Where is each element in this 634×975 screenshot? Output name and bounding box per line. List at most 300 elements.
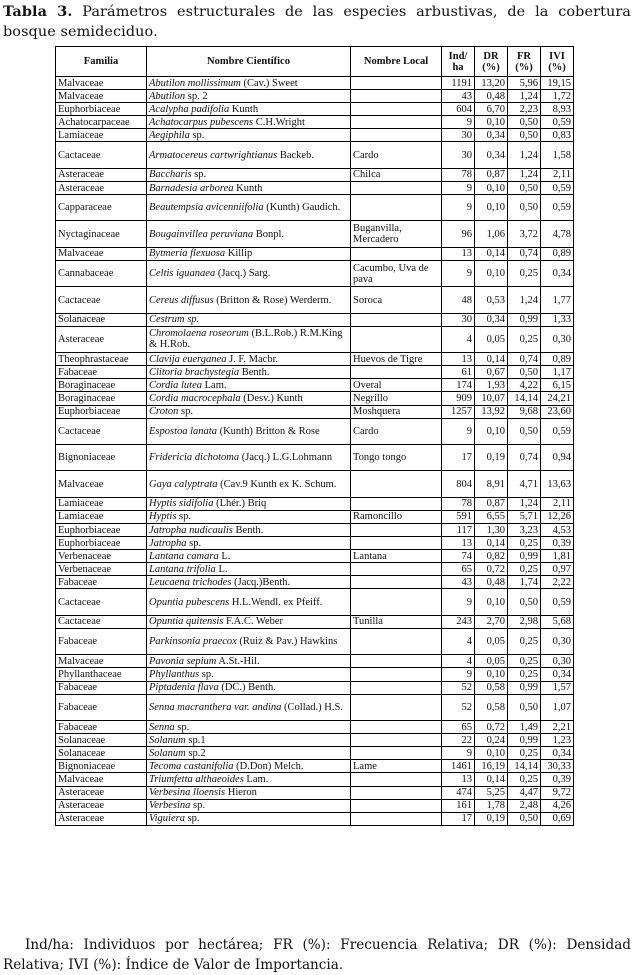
cell-familia: Asteraceae — [56, 812, 147, 825]
cell-familia: Phyllanthaceae — [56, 668, 147, 681]
cell-nombre-cientifico — [147, 445, 351, 471]
cell-nombre-local: Negrillo — [351, 392, 442, 405]
table-row — [56, 760, 574, 773]
scientific-name: Hyptis sidifolia — [149, 498, 214, 510]
cell-familia: Cactaceae — [56, 287, 147, 313]
author-name: sp. — [184, 813, 200, 825]
cell-familia: Fabaceae — [56, 694, 147, 720]
table-row — [56, 615, 574, 628]
cell-nombre-cientifico — [147, 366, 351, 379]
cell-nombre-local — [351, 721, 442, 734]
cell-dr: 0,72 — [475, 721, 508, 734]
scientific-name: Triumfetta althaeoides — [149, 773, 244, 785]
cell-nombre-cientifico — [147, 694, 351, 720]
cell-fr: 0,25 — [508, 668, 541, 681]
cell-ind-ha: 9 — [442, 195, 475, 221]
cell-nombre-cientifico — [147, 668, 351, 681]
cell-ivi: 19,15 — [541, 77, 574, 90]
scientific-name: Beautempsia avicenniifolia — [149, 202, 264, 214]
author-name: (Desv.) Kunth — [240, 393, 303, 405]
cell-nombre-local: Moshquera — [351, 405, 442, 418]
cell-dr: 8,91 — [475, 471, 508, 497]
table-row — [56, 721, 574, 734]
cell-dr: 1,30 — [475, 524, 508, 537]
table-row — [56, 181, 574, 194]
cell-dr: 0,82 — [475, 550, 508, 563]
cell-dr: 1,06 — [475, 221, 508, 247]
cell-ind-ha: 13 — [442, 537, 475, 550]
cell-ind-ha: 13 — [442, 247, 475, 260]
cell-familia: Lamiaceae — [56, 129, 147, 142]
cell-nombre-local: Overal — [351, 379, 442, 392]
cell-nombre-local — [351, 103, 442, 116]
cell-nombre-local: Cacumbo, Uva de pava — [351, 260, 442, 286]
cell-ind-ha: 9 — [442, 589, 475, 615]
cell-nombre-cientifico — [147, 734, 351, 747]
cell-ind-ha: 43 — [442, 90, 475, 103]
scientific-name: Verbesina — [149, 800, 191, 812]
table-row — [56, 773, 574, 786]
cell-familia: Solanaceae — [56, 313, 147, 326]
cell-fr: 3,72 — [508, 221, 541, 247]
cell-nombre-local: Buganvilla, Mercadero — [351, 221, 442, 247]
scientific-name: Chromolaena roseorum — [149, 328, 249, 340]
scientific-name: Opuntia quitensis — [149, 616, 224, 628]
cell-dr: 0,67 — [475, 366, 508, 379]
scientific-name: Viguiera — [149, 813, 185, 825]
species-table — [55, 46, 574, 826]
cell-dr: 0,05 — [475, 326, 508, 352]
cell-ivi: 0,34 — [541, 668, 574, 681]
cell-dr: 0,10 — [475, 589, 508, 615]
cell-ivi: 24,21 — [541, 392, 574, 405]
cell-nombre-local — [351, 471, 442, 497]
cell-fr: 14,14 — [508, 760, 541, 773]
cell-nombre-local: Tunilla — [351, 615, 442, 628]
cell-ind-ha: 604 — [442, 103, 475, 116]
cell-nombre-cientifico — [147, 721, 351, 734]
cell-ind-ha: 22 — [442, 734, 475, 747]
cell-fr: 0,25 — [508, 747, 541, 760]
cell-fr: 0,50 — [508, 589, 541, 615]
cell-nombre-cientifico — [147, 628, 351, 654]
author-name: L. — [218, 550, 231, 562]
cell-dr: 0,48 — [475, 90, 508, 103]
table-row — [56, 353, 574, 366]
author-name: L. — [215, 563, 228, 575]
cell-ind-ha: 52 — [442, 681, 475, 694]
cell-nombre-cientifico — [147, 405, 351, 418]
cell-ivi: 0,97 — [541, 563, 574, 576]
cell-dr: 0,58 — [475, 694, 508, 720]
cell-familia: Achatocarpaceae — [56, 116, 147, 129]
caption-label: Tabla 3. — [3, 3, 73, 20]
table-row — [56, 247, 574, 260]
cell-ivi: 0,89 — [541, 247, 574, 260]
cell-dr: 0,34 — [475, 313, 508, 326]
cell-dr: 1,78 — [475, 799, 508, 812]
cell-ivi: 12,26 — [541, 510, 574, 523]
scientific-name: Abutilon mollissimum — [149, 77, 241, 89]
table-row — [56, 694, 574, 720]
cell-nombre-local — [351, 576, 442, 589]
cell-fr: 1,49 — [508, 721, 541, 734]
scientific-name: Achatocarpus pubescens — [149, 116, 254, 128]
scientific-name: Verbesina lloensis — [149, 787, 226, 799]
cell-dr: 0,10 — [475, 260, 508, 286]
cell-familia: Verbenaceae — [56, 550, 147, 563]
author-name: (Lhér.) Briq — [213, 498, 267, 510]
table-row — [56, 418, 574, 444]
scientific-name: Clavija euerganea — [149, 353, 227, 365]
cell-fr: 1,24 — [508, 90, 541, 103]
cell-familia: Cactaceae — [56, 142, 147, 168]
cell-dr: 0,24 — [475, 734, 508, 747]
cell-ivi: 30,33 — [541, 760, 574, 773]
cell-nombre-cientifico — [147, 90, 351, 103]
cell-fr: 2,98 — [508, 615, 541, 628]
cell-fr: 1,74 — [508, 576, 541, 589]
cell-nombre-cientifico — [147, 287, 351, 313]
cell-nombre-cientifico — [147, 655, 351, 668]
author-name: sp. — [186, 537, 202, 549]
table-row — [56, 366, 574, 379]
cell-ind-ha: 17 — [442, 445, 475, 471]
cell-ind-ha: 474 — [442, 786, 475, 799]
cell-familia: Malvaceae — [56, 471, 147, 497]
scientific-name: Armatocereus cartwrightianus — [149, 149, 278, 161]
author-name: (Cav.) Sweet — [240, 77, 298, 89]
cell-fr: 0,25 — [508, 537, 541, 550]
cell-familia: Boraginaceae — [56, 379, 147, 392]
cell-ivi: 0,59 — [541, 195, 574, 221]
cell-nombre-local: Cardo — [351, 418, 442, 444]
cell-familia: Euphorbiaceae — [56, 405, 147, 418]
cell-dr: 0,10 — [475, 181, 508, 194]
table-row — [56, 129, 574, 142]
cell-nombre-local: Lame — [351, 760, 442, 773]
cell-nombre-local — [351, 812, 442, 825]
cell-familia: Malvaceae — [56, 90, 147, 103]
cell-ind-ha: 117 — [442, 524, 475, 537]
cell-ivi: 13,63 — [541, 471, 574, 497]
table-row — [56, 734, 574, 747]
author-name: sp. — [190, 800, 206, 812]
cell-ivi: 8,93 — [541, 103, 574, 116]
cell-fr: 4,22 — [508, 379, 541, 392]
cell-dr: 0,10 — [475, 418, 508, 444]
author-name: Benth. — [239, 366, 270, 378]
scientific-name: Solanum — [149, 734, 186, 746]
cell-ivi: 0,94 — [541, 445, 574, 471]
cell-fr: 0,99 — [508, 313, 541, 326]
scientific-name: Hyptis — [149, 511, 177, 523]
cell-familia: Asteraceae — [56, 326, 147, 352]
cell-nombre-local — [351, 589, 442, 615]
cell-nombre-local: Chilca — [351, 168, 442, 181]
cell-familia: Solanaceae — [56, 747, 147, 760]
table-row — [56, 90, 574, 103]
cell-fr: 4,71 — [508, 471, 541, 497]
cell-familia: Nyctaginaceae — [56, 221, 147, 247]
cell-nombre-cientifico — [147, 497, 351, 510]
cell-nombre-local — [351, 497, 442, 510]
scientific-name: Cestrum sp. — [149, 314, 200, 326]
cell-familia: Boraginaceae — [56, 392, 147, 405]
cell-nombre-local — [351, 537, 442, 550]
cell-dr: 16,19 — [475, 760, 508, 773]
cell-nombre-cientifico — [147, 116, 351, 129]
author-name: (Jacq.) Sarg. — [215, 268, 271, 280]
cell-fr: 1,24 — [508, 287, 541, 313]
cell-ind-ha: 9 — [442, 116, 475, 129]
scientific-name: Bytmeria flexuosa — [149, 248, 226, 260]
scientific-name: Piptadenia flava — [149, 682, 219, 694]
cell-ind-ha: 9 — [442, 668, 475, 681]
scientific-name: Phyllanthus — [149, 669, 200, 680]
cell-ind-ha: 591 — [442, 510, 475, 523]
cell-familia: Fabaceae — [56, 721, 147, 734]
cell-nombre-cientifico — [147, 471, 351, 497]
table-row — [56, 550, 574, 563]
cell-fr: 1,24 — [508, 168, 541, 181]
table-row — [56, 116, 574, 129]
cell-nombre-local — [351, 628, 442, 654]
cell-fr: 2,23 — [508, 103, 541, 116]
cell-ivi: 0,39 — [541, 773, 574, 786]
table-row — [56, 326, 574, 352]
scientific-name: Parkinsonia praecox — [149, 636, 237, 648]
table-row — [56, 628, 574, 654]
table-row — [56, 77, 574, 90]
cell-ivi: 1,57 — [541, 681, 574, 694]
cell-nombre-local — [351, 563, 442, 576]
cell-nombre-cientifico — [147, 326, 351, 352]
header-nombre-cientifico: Nombre Científico — [147, 47, 351, 77]
cell-familia: Malvaceae — [56, 247, 147, 260]
cell-fr: 9,68 — [508, 405, 541, 418]
cell-dr: 0,58 — [475, 681, 508, 694]
cell-ind-ha: 17 — [442, 812, 475, 825]
author-name: sp. — [199, 669, 214, 680]
cell-ind-ha: 4 — [442, 326, 475, 352]
scientific-name: Espostoa lanata — [149, 425, 217, 437]
author-name: Benth. — [232, 524, 264, 536]
cell-familia: Theophrastaceae — [56, 353, 147, 366]
cell-ind-ha: 65 — [442, 721, 475, 734]
cell-dr: 0,48 — [475, 576, 508, 589]
author-name: (Jacq.) L.G.Lohmann — [239, 452, 333, 464]
cell-dr: 0,14 — [475, 247, 508, 260]
cell-ivi: 0,59 — [541, 418, 574, 444]
cell-dr: 0,10 — [475, 747, 508, 760]
scientific-name: Tecoma castanifolia — [149, 760, 234, 772]
cell-fr: 0,74 — [508, 445, 541, 471]
cell-ind-ha: 9 — [442, 181, 475, 194]
scientific-name: Solanum — [149, 747, 186, 759]
cell-ivi: 1,17 — [541, 366, 574, 379]
cell-familia: Cactaceae — [56, 589, 147, 615]
cell-nombre-cientifico — [147, 168, 351, 181]
cell-dr: 5,25 — [475, 786, 508, 799]
cell-dr: 0,34 — [475, 142, 508, 168]
cell-nombre-local — [351, 313, 442, 326]
cell-ivi: 1,72 — [541, 90, 574, 103]
cell-ivi: 4,26 — [541, 799, 574, 812]
cell-ind-ha: 43 — [442, 576, 475, 589]
cell-fr: 0,50 — [508, 694, 541, 720]
cell-nombre-cientifico — [147, 773, 351, 786]
table-row — [56, 260, 574, 286]
author-name: Lam. — [202, 379, 227, 391]
table-row — [56, 563, 574, 576]
cell-dr: 6,55 — [475, 510, 508, 523]
cell-nombre-cientifico — [147, 247, 351, 260]
cell-dr: 6,70 — [475, 103, 508, 116]
author-name: Lam. — [243, 773, 269, 785]
table-row — [56, 195, 574, 221]
cell-nombre-cientifico — [147, 812, 351, 825]
cell-nombre-local: Tongo tongo — [351, 445, 442, 471]
header-fr: FR (%) — [508, 47, 541, 77]
cell-ivi: 1,58 — [541, 142, 574, 168]
cell-fr: 0,74 — [508, 353, 541, 366]
author-name: sp.2 — [185, 747, 206, 759]
cell-ind-ha: 13 — [442, 773, 475, 786]
table-row — [56, 681, 574, 694]
cell-nombre-local: Lantana — [351, 550, 442, 563]
author-name: (Cav.9 Kunth ex K. Schum. — [217, 478, 337, 490]
cell-dr: 13,92 — [475, 405, 508, 418]
cell-fr: 0,74 — [508, 247, 541, 260]
cell-dr: 0,19 — [475, 812, 508, 825]
table-row — [56, 221, 574, 247]
table-row — [56, 537, 574, 550]
cell-dr: 0,87 — [475, 497, 508, 510]
cell-ind-ha: 65 — [442, 563, 475, 576]
cell-nombre-cientifico — [147, 747, 351, 760]
cell-ivi: 0,59 — [541, 589, 574, 615]
cell-nombre-cientifico — [147, 181, 351, 194]
scientific-name: Aegiphila — [149, 129, 190, 141]
cell-ind-ha: 30 — [442, 313, 475, 326]
cell-familia: Cannabaceae — [56, 260, 147, 286]
cell-nombre-local — [351, 195, 442, 221]
cell-fr: 1,24 — [508, 142, 541, 168]
cell-ivi: 2,11 — [541, 168, 574, 181]
cell-familia: Euphorbiaceae — [56, 537, 147, 550]
cell-familia: Bignoniaceae — [56, 760, 147, 773]
cell-ivi: 0,30 — [541, 655, 574, 668]
cell-fr: 3,23 — [508, 524, 541, 537]
cell-ivi: 2,11 — [541, 497, 574, 510]
cell-familia: Asteraceae — [56, 168, 147, 181]
cell-nombre-local — [351, 799, 442, 812]
cell-fr: 0,99 — [508, 681, 541, 694]
cell-ivi: 0,59 — [541, 116, 574, 129]
author-name: (D.Don) Melch. — [233, 760, 304, 772]
scientific-name: Senna macranthera var. andina — [149, 701, 282, 713]
cell-fr: 0,50 — [508, 418, 541, 444]
author-name: (Kunth) Britton & Rose — [216, 425, 320, 437]
cell-nombre-cientifico — [147, 221, 351, 247]
cell-familia: Asteraceae — [56, 786, 147, 799]
cell-ind-ha: 96 — [442, 221, 475, 247]
cell-fr: 0,25 — [508, 563, 541, 576]
scientific-name: Barnadesia arborea — [149, 182, 234, 194]
table-caption — [3, 2, 631, 42]
cell-ivi: 4,53 — [541, 524, 574, 537]
author-name: sp. — [189, 129, 205, 141]
author-name: H.L.Wendl. ex Pfeiff. — [229, 596, 323, 608]
cell-ivi: 0,30 — [541, 628, 574, 654]
cell-nombre-local — [351, 747, 442, 760]
cell-fr: 0,99 — [508, 550, 541, 563]
table-row — [56, 103, 574, 116]
author-name: Backeb. — [277, 149, 314, 161]
cell-ind-ha: 30 — [442, 129, 475, 142]
cell-fr: 14,14 — [508, 392, 541, 405]
cell-fr: 1,24 — [508, 497, 541, 510]
cell-nombre-cientifico — [147, 195, 351, 221]
author-name: Bonpl. — [253, 228, 285, 240]
cell-nombre-local: Cardo — [351, 142, 442, 168]
cell-ind-ha: 9 — [442, 747, 475, 760]
cell-fr: 0,50 — [508, 116, 541, 129]
cell-familia: Capparaceae — [56, 195, 147, 221]
cell-nombre-local — [351, 773, 442, 786]
scientific-name: Acalypha padifolia — [149, 103, 230, 115]
table-row — [56, 471, 574, 497]
author-name: Killip — [225, 248, 253, 260]
author-name: Kunth — [233, 182, 263, 194]
cell-ivi: 0,69 — [541, 812, 574, 825]
cell-ind-ha: 1461 — [442, 760, 475, 773]
header-familia: Familia — [56, 47, 147, 77]
scientific-name: Croton — [149, 406, 179, 418]
cell-nombre-local — [351, 116, 442, 129]
cell-ind-ha: 30 — [442, 142, 475, 168]
cell-nombre-local — [351, 524, 442, 537]
author-name: sp. 2 — [185, 90, 208, 102]
cell-ind-ha: 74 — [442, 550, 475, 563]
author-name: A.St.-Hil. — [216, 655, 260, 667]
cell-fr: 5,96 — [508, 77, 541, 90]
cell-familia: Lamiaceae — [56, 510, 147, 523]
cell-dr: 10,07 — [475, 392, 508, 405]
scientific-name: Jatropha — [149, 537, 187, 549]
table-row — [56, 168, 574, 181]
scientific-name: Opuntia pubescens — [149, 596, 230, 608]
cell-dr: 0,14 — [475, 537, 508, 550]
cell-ivi: 2,22 — [541, 576, 574, 589]
cell-familia: Solanaceae — [56, 734, 147, 747]
author-name: Kunth — [229, 103, 259, 115]
cell-dr: 0,14 — [475, 353, 508, 366]
cell-nombre-local: Huevos de Tigre — [351, 353, 442, 366]
header-row — [56, 47, 574, 77]
cell-nombre-local — [351, 247, 442, 260]
cell-nombre-local — [351, 786, 442, 799]
cell-nombre-cientifico — [147, 418, 351, 444]
cell-fr: 0,25 — [508, 260, 541, 286]
cell-fr: 0,25 — [508, 655, 541, 668]
cell-ind-ha: 161 — [442, 799, 475, 812]
cell-nombre-cientifico — [147, 379, 351, 392]
cell-nombre-cientifico — [147, 563, 351, 576]
cell-ivi: 0,59 — [541, 181, 574, 194]
cell-nombre-local — [351, 694, 442, 720]
